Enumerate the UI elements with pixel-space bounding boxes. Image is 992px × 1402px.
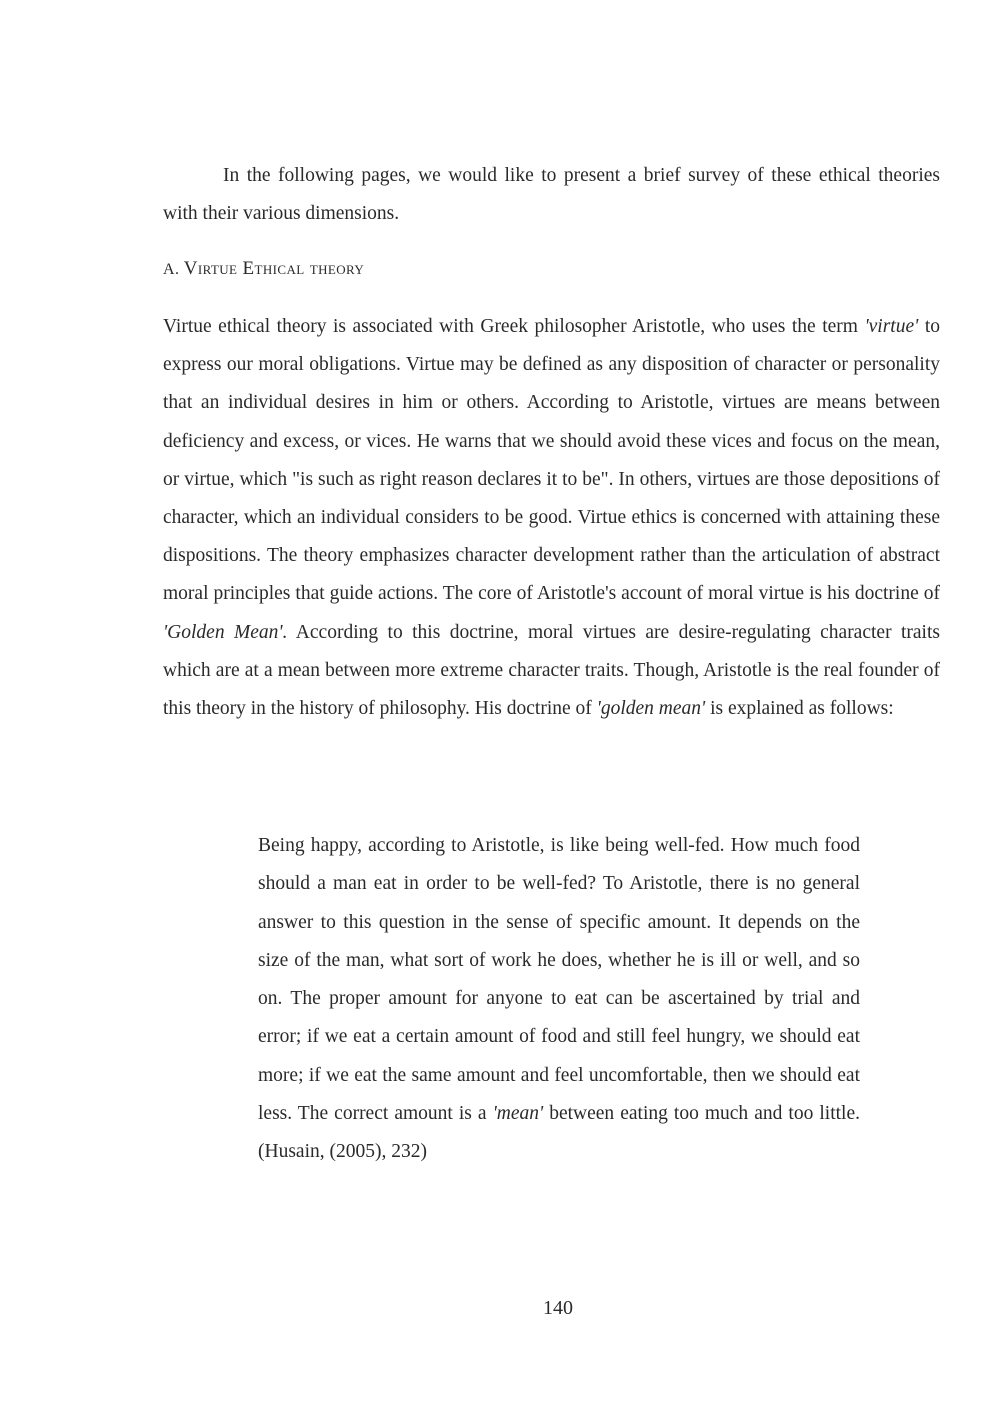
term-golden-mean-lower: 'golden mean' — [596, 698, 706, 720]
term-mean: 'mean' — [492, 1103, 544, 1125]
body-paragraph — [163, 308, 940, 728]
intro-paragraph: In the following pages, we would like to present a brief survey of these ethical theories with their various dimensions. — [163, 165, 940, 224]
quote-text-1: Being happy, according to Aristotle, is like being well-fed. How much food should a man eat in order to be well-fed? To Aristotle, there is no general answer to this question in the sense of specific amount. It depends on the size of the man, what sort of work he does, whether he is ill or well, and so on. The proper amount for anyone to eat can be ascertained by trial and error; if we eat a certain amount of food and still feel hungry, we should eat more; if we eat the same amount and feel uncomfortable, then we should eat less. The correct amount is a — [258, 835, 860, 1125]
page-number: 140 — [543, 1297, 573, 1319]
body-text-2: to express our moral obligations. Virtue may be defined as any disposition of character or personality that an individual desires in him or others. According to Aristotle, virtues are means between deficiency and excess, or vices. He warns that we should avoid these vices and focus on the mean, or virtue, which "is such as right reason declares it to be". In others, virtues are those depositions of character, which an individual considers to be good. Virtue ethics is concerned with attaining these dispositions. The theory emphasizes character development rather than the articulation of abstract moral principles that guide actions. The core of Aristotle's account of moral virtue is his doctrine of — [163, 316, 940, 605]
section-heading-prefix: A. — [163, 261, 184, 278]
body-text-4: is explained as follows: — [705, 698, 894, 720]
quote-text-2: between eating too much and too little. (Husain, (2005), 232) — [258, 1103, 860, 1163]
section-heading-title: Virtue Ethical theory — [183, 258, 365, 279]
term-golden-mean: 'Golden Mean'. — [163, 621, 288, 643]
body-text-1: Virtue ethical theory is associated with Greek philosopher Aristotle, who uses the term — [163, 316, 865, 337]
body-text-3: According to this doctrine, moral virtues are desire-regulating character traits which are at a mean between more extreme character traits. Though, Aristotle is the real founder of this theory in the history of philosophy. His doctrine of — [163, 621, 940, 720]
block-quote — [258, 827, 860, 1172]
term-virtue: 'virtue' — [864, 316, 919, 337]
section-heading — [163, 258, 364, 280]
